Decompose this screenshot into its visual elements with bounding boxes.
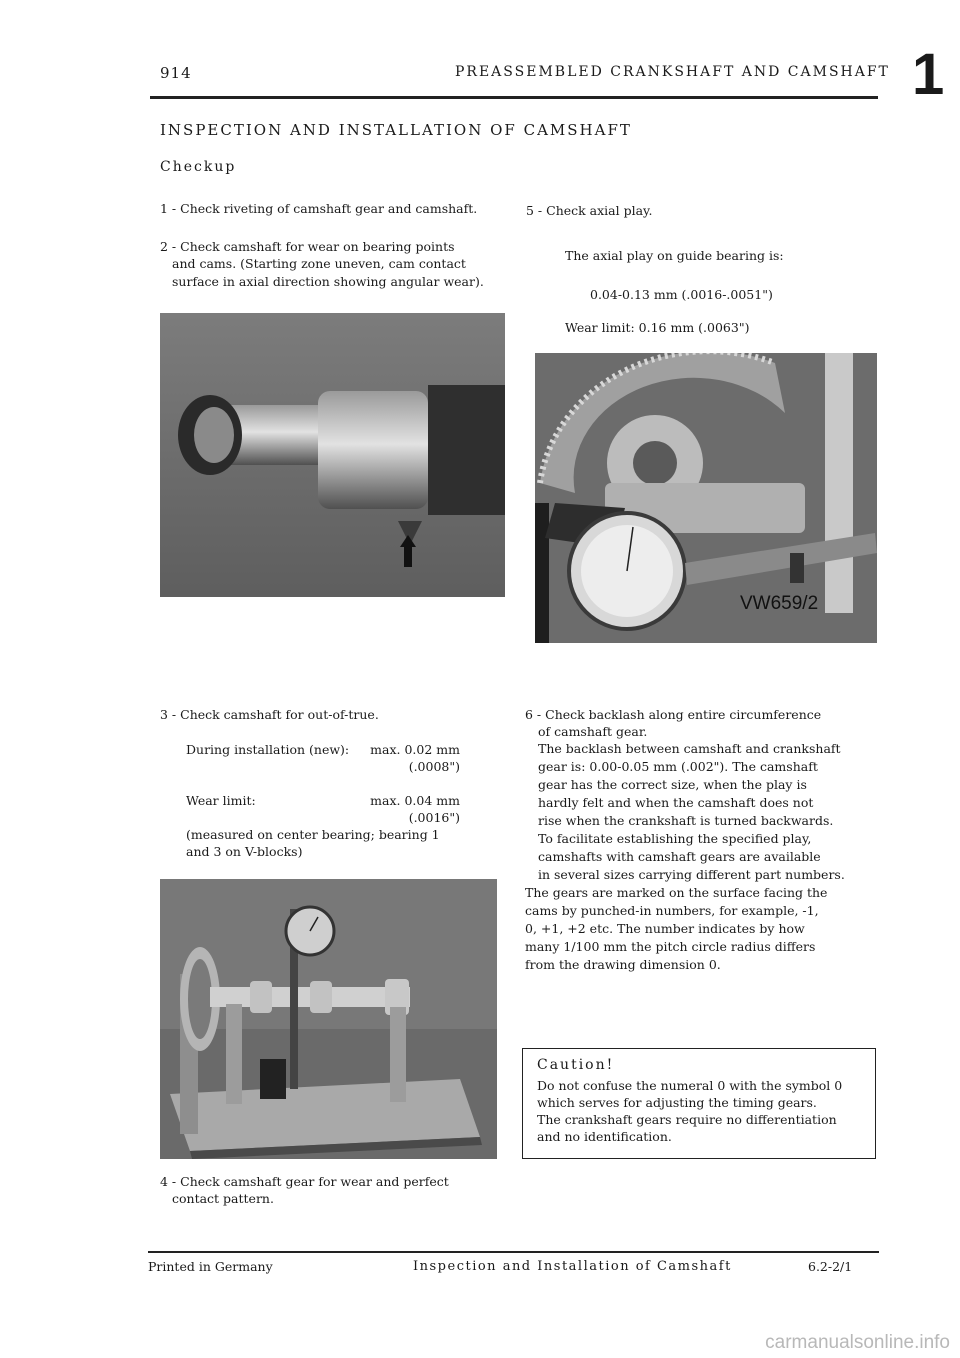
step-2-line-3: surface in axial direction showing angular wear). <box>172 274 484 289</box>
step-3: 3 - Check camshaft for out-of-true. <box>160 707 379 722</box>
tool-label: VW659/2 <box>740 593 819 614</box>
running-title: PREASSEMBLED CRANKSHAFT AND CAMSHAFT <box>455 64 890 80</box>
step-3-new-label: During installation (new): <box>186 742 350 757</box>
step-3-wear-label: Wear limit: <box>186 793 256 808</box>
caution-line-2: which serves for adjusting the timing gears. <box>537 1095 817 1110</box>
header-rule <box>150 96 878 99</box>
caution-line-1: Do not confuse the numeral 0 with the symbol 0 <box>537 1078 843 1093</box>
section-title: INSPECTION AND INSTALLATION OF CAMSHAFT <box>160 121 632 139</box>
step-6-line-9: camshafts with camshaft gears are available <box>538 849 821 864</box>
step-6-line-2: of camshaft gear. <box>538 724 648 739</box>
step-4-line-2: contact pattern. <box>172 1191 274 1206</box>
step-5-wear-limit: Wear limit: 0.16 mm (.0063") <box>565 320 750 335</box>
step-6-line-12: cams by punched-in numbers, for example, -1, <box>525 903 819 918</box>
step-6-line-8: To facilitate establishing the specified play, <box>538 831 812 846</box>
caution-line-3: The crankshaft gears require no differentiation <box>537 1112 837 1127</box>
page-number: 914 <box>160 64 192 82</box>
chapter-number: 1 <box>912 42 945 107</box>
step-2-line-2: and cams. (Starting zone uneven, cam contact <box>172 256 466 271</box>
step-1: 1 - Check riveting of camshaft gear and camshaft. <box>160 201 478 216</box>
section-subtitle: Checkup <box>160 159 237 175</box>
step-5-intro: The axial play on guide bearing is: <box>565 248 784 263</box>
step-5: 5 - Check axial play. <box>526 203 653 218</box>
step-4-line-1: 4 - Check camshaft gear for wear and perfect <box>160 1174 449 1189</box>
watermark: carmanualsonline.info <box>765 1332 950 1353</box>
step-3-new-value: max. 0.02 mm <box>370 742 460 757</box>
step-6-line-4: gear is: 0.00-0.05 mm (.002"). The camshaft <box>538 759 818 774</box>
caution-line-4: and no identification. <box>537 1129 672 1144</box>
camshaft-closeup-illustration <box>160 313 505 597</box>
caution-title: Caution! <box>537 1057 615 1073</box>
v-block-setup-illustration <box>160 879 497 1159</box>
step-6-line-5: gear has the correct size, when the play is <box>538 777 807 792</box>
step-3-new-value-inch: (.0008") <box>408 759 460 774</box>
photo-axial-play-gauge <box>535 353 877 643</box>
step-6-line-14: many 1/100 mm the pitch circle radius differs <box>525 939 816 954</box>
photo-camshaft-v-blocks <box>160 879 497 1159</box>
step-3-wear-value: max. 0.04 mm <box>370 793 460 808</box>
step-6-line-1: 6 - Check backlash along entire circumference <box>525 707 822 722</box>
footer-title: Inspection and Installation of Camshaft <box>413 1259 732 1274</box>
step-5-value: 0.04-0.13 mm (.0016-.0051") <box>590 287 773 302</box>
step-6-line-11: The gears are marked on the surface facing the <box>525 885 828 900</box>
step-6-line-15: from the drawing dimension 0. <box>525 957 721 972</box>
footer-page-ref: 6.2-2/1 <box>808 1259 853 1274</box>
step-3-note-2: and 3 on V-blocks) <box>186 844 303 859</box>
step-2-line-1: 2 - Check camshaft for wear on bearing points <box>160 239 455 254</box>
step-3-wear-value-inch: (.0016") <box>408 810 460 825</box>
caution-box <box>522 1048 876 1159</box>
dial-gauge-illustration <box>535 353 877 643</box>
step-6-line-7: rise when the crankshaft is turned backwards. <box>538 813 834 828</box>
step-6-line-13: 0, +1, +2 etc. The number indicates by how <box>525 921 805 936</box>
footer-printed: Printed in Germany <box>148 1259 273 1274</box>
footer-rule <box>148 1251 879 1253</box>
step-3-note-1: (measured on center bearing; bearing 1 <box>186 827 440 842</box>
photo-camshaft-closeup <box>160 313 505 597</box>
step-6-line-6: hardly felt and when the camshaft does not <box>538 795 814 810</box>
step-6-line-10: in several sizes carrying different part numbers. <box>538 867 845 882</box>
step-6-line-3: The backlash between camshaft and crankshaft <box>538 741 841 756</box>
